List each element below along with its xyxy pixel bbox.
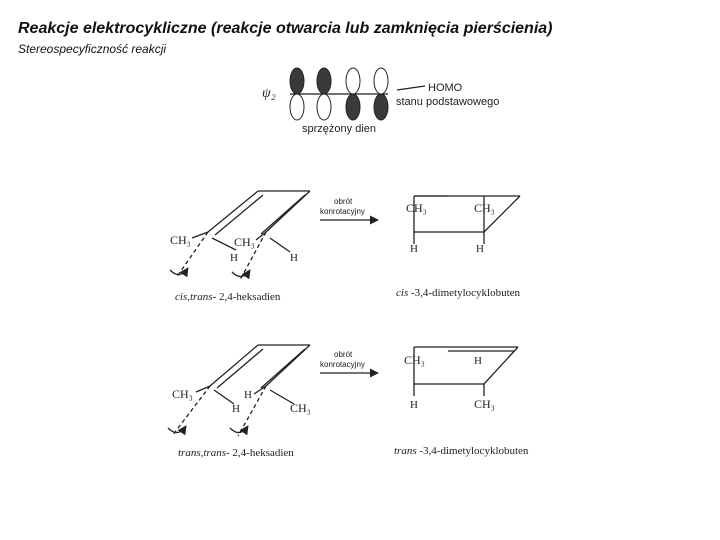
bottom-reactant-name: trans,trans- 2,4-heksadien [178, 447, 294, 459]
slide-subtitle: Stereospecyficzność reakcji [18, 42, 167, 56]
top-product-h-a: H [410, 243, 418, 255]
top-reactant-name: cis,trans- 2,4-heksadien [175, 291, 281, 303]
homo-pointer-line [397, 86, 425, 90]
top-product-ch3-a: CH₃ [406, 201, 427, 215]
bottom-reactant-ch3-b: CH₃ [290, 401, 311, 415]
slide-title: Reakcje elektrocykliczne (reakcje otwarcia lub zamknięcia pierścienia) [18, 20, 553, 37]
bottom-product-h-a: H [474, 355, 482, 367]
top-product-h-b: H [476, 243, 484, 255]
bottom-reactant-ch3-a: CH₃ [172, 387, 193, 401]
bottom-product-name: trans -3,4-dimetylocyklobuten [394, 445, 529, 457]
bottom-reactant-h-a: H [232, 403, 240, 415]
bottom-product-ch3-b: CH₃ [474, 397, 495, 411]
top-reaction-arrow [320, 197, 378, 220]
bottom-product-h-b: H [410, 399, 418, 411]
bottom-product-ch3-a: CH₃ [404, 353, 425, 367]
top-reactant-ch3-b: CH₃ [234, 235, 255, 249]
svg-text:obrót: obrót [334, 350, 353, 359]
homo-label: HOMO [428, 82, 463, 94]
svg-text:konrotacyjny: konrotacyjny [320, 360, 365, 369]
top-reactant-h-a: H [230, 252, 238, 264]
top-product-ch3-b: CH₃ [474, 201, 495, 215]
svg-text:konrotacyjny: konrotacyjny [320, 207, 365, 216]
homo-orbital-diagram [262, 68, 499, 135]
top-product-name: cis -3,4-dimetylocyklobuten [396, 287, 521, 299]
top-reactant-ch3-a: CH₃ [170, 233, 191, 247]
bottom-reactant-h-b: H [244, 389, 252, 401]
conjugated-diene-caption: sprzężony dien [302, 123, 376, 135]
bottom-product-cyclobutene [404, 347, 518, 411]
top-reactant-diene [170, 191, 310, 280]
top-product-cyclobutene [406, 196, 520, 255]
bottom-reaction-arrow [320, 350, 378, 373]
ground-state-label: stanu podstawowego [396, 96, 500, 108]
bottom-reactant-diene [168, 345, 311, 436]
psi2-label: ψ₂ [262, 86, 276, 101]
svg-text:obrót: obrót [334, 197, 353, 206]
top-reactant-h-b: H [290, 252, 298, 264]
